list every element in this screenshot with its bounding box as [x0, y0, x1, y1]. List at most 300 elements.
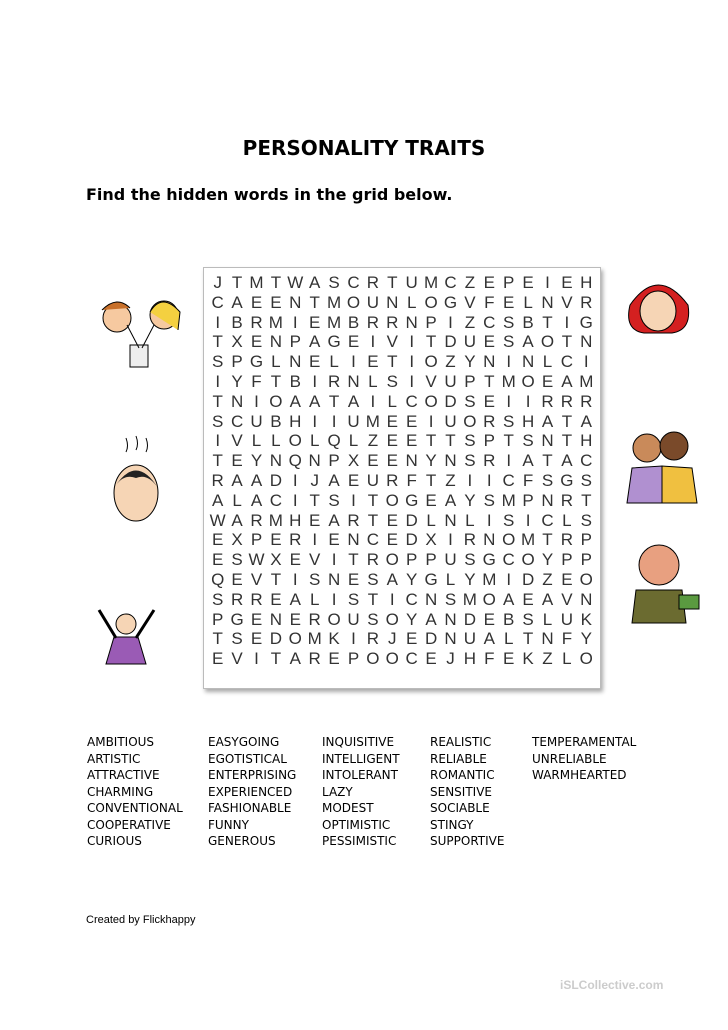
grid-letter: T	[328, 391, 340, 411]
grid-letter: R	[560, 490, 574, 510]
grid-letter: J	[446, 649, 455, 669]
grid-letter: O	[463, 411, 477, 431]
grid-letter: A	[231, 471, 243, 490]
grid-letter: U	[347, 411, 360, 431]
grid-letter: O	[346, 292, 361, 312]
grid-letter: S	[231, 629, 243, 649]
grid-letter: L	[348, 431, 359, 451]
grid-letter: P	[522, 490, 534, 510]
grid-letter: O	[366, 649, 380, 669]
grid-letter: R	[386, 471, 399, 490]
grid-letter: I	[525, 510, 531, 530]
grid-letter: T	[522, 629, 534, 649]
word-list-item: COOPERATIVE	[87, 817, 171, 832]
grid-letter: A	[425, 609, 437, 629]
grid-letter: M	[327, 312, 342, 332]
grid-letter: S	[503, 312, 515, 332]
grid-letter: C	[560, 352, 574, 372]
grid-letter: G	[482, 550, 496, 570]
grid-letter: P	[328, 451, 340, 471]
grid-letter: S	[522, 431, 534, 451]
word-list-item: WARMHEARTED	[532, 768, 627, 782]
grid-letter: P	[580, 530, 592, 550]
grid-letter: N	[444, 510, 457, 530]
word-list-column	[208, 734, 296, 850]
grid-letter: R	[230, 589, 244, 609]
grid-letter: A	[212, 490, 224, 510]
grid-letter: G	[424, 570, 438, 589]
grid-letter: K	[328, 629, 340, 649]
grid-letter: E	[503, 649, 515, 669]
cheering-grandma-illustration	[94, 602, 159, 672]
grid-letter: L	[368, 372, 378, 391]
grid-letter: J	[388, 629, 397, 649]
angry-man-illustration	[108, 433, 168, 528]
grid-letter: R	[483, 451, 496, 471]
grid-letter: N	[269, 332, 283, 352]
grid-letter: G	[405, 490, 419, 510]
word-list-item: OPTIMISTIC	[322, 817, 391, 832]
grid-letter: M	[365, 411, 380, 431]
grid-letter: G	[327, 332, 341, 352]
grid-letter: A	[522, 332, 534, 352]
grid-letter: I	[312, 372, 318, 391]
word-list-item: PESSIMISTIC	[322, 834, 397, 848]
grid-letter: O	[327, 609, 341, 629]
grid-letter: A	[309, 332, 321, 352]
greedy-man-with-money-illustration	[624, 535, 704, 625]
grid-letter: C	[230, 411, 244, 431]
grid-letter: I	[448, 530, 453, 550]
grid-letter: I	[467, 471, 473, 490]
grid-letter: A	[231, 510, 243, 530]
grid-letter: U	[444, 550, 457, 570]
grid-letter: N	[541, 490, 554, 510]
grid-letter: T	[270, 372, 282, 391]
grid-letter: I	[506, 570, 512, 589]
grid-letter: A	[444, 490, 457, 510]
grid-letter: O	[385, 550, 399, 570]
grid-letter: O	[424, 352, 438, 372]
grid-letter: R	[560, 530, 574, 550]
grid-letter: N	[444, 451, 457, 471]
grid-letter: V	[561, 589, 573, 609]
grid-letter: E	[425, 490, 437, 510]
word-list-item: REALISTIC	[430, 735, 492, 749]
grid-letter: S	[212, 411, 224, 431]
grid-letter: I	[409, 332, 415, 352]
grid-letter: O	[579, 570, 593, 589]
grid-letter: S	[328, 490, 340, 510]
grid-letter: S	[503, 332, 515, 352]
grid-letter: E	[309, 312, 321, 332]
grid-letter: N	[444, 629, 457, 649]
grid-letter: O	[540, 332, 555, 352]
grid-letter: E	[386, 530, 398, 550]
grid-letter: W	[209, 510, 226, 530]
grid-letter: T	[309, 490, 320, 510]
grid-letter: E	[522, 589, 534, 609]
grid-letter: I	[351, 352, 356, 372]
grid-letter: N	[521, 352, 535, 372]
grid-letter: V	[561, 292, 573, 312]
grid-letter: V	[425, 372, 437, 391]
grid-letter: W	[248, 550, 265, 570]
grid-letter: Y	[406, 570, 418, 589]
grid-letter: V	[231, 649, 243, 669]
grid-letter: D	[424, 629, 438, 649]
grid-letter: S	[580, 471, 592, 490]
grid-letter: T	[425, 332, 437, 352]
grid-letter: A	[309, 273, 321, 292]
grid-letter: M	[268, 510, 283, 530]
grid-letter: T	[542, 451, 553, 471]
grid-letter: I	[331, 589, 337, 609]
grid-letter: N	[308, 451, 321, 471]
grid-letter: I	[292, 490, 298, 510]
grid-letter: T	[561, 332, 573, 352]
grid-letter: L	[562, 510, 572, 530]
word-list-item: UNRELIABLE	[532, 751, 607, 766]
watermark: iSLCollective.com	[560, 978, 664, 992]
grid-letter: F	[484, 292, 495, 312]
grid-letter: H	[289, 510, 302, 530]
grid-letter: A	[347, 391, 360, 411]
grid-letter: N	[269, 451, 283, 471]
grid-letter: G	[579, 312, 593, 332]
grid-letter: H	[521, 411, 535, 431]
grid-letter: D	[444, 391, 457, 411]
grid-letter: P	[250, 530, 263, 550]
grid-letter: E	[386, 411, 398, 431]
grid-letter: I	[370, 332, 376, 352]
grid-letter: N	[580, 589, 593, 609]
grid-letter: S	[328, 273, 340, 292]
grid-letter: E	[386, 431, 398, 451]
grid-letter: B	[270, 411, 282, 431]
grid-letter: S	[464, 391, 476, 411]
grid-letter: S	[464, 451, 476, 471]
grid-letter: U	[444, 372, 457, 391]
grid-letter: C	[269, 490, 283, 510]
grid-letter: E	[347, 570, 360, 589]
grid-letter: I	[215, 312, 221, 332]
grid-letter: I	[254, 391, 259, 411]
grid-letter: T	[212, 629, 223, 649]
word-list-item: SOCIABLE	[430, 801, 490, 815]
grid-letter: C	[502, 471, 515, 490]
grid-letter: G	[249, 352, 264, 372]
grid-letter: T	[348, 550, 359, 570]
grid-letter: R	[308, 609, 321, 629]
grid-letter: V	[464, 292, 476, 312]
grid-letter: T	[425, 431, 437, 451]
grid-letter: L	[329, 352, 339, 372]
grid-letter: I	[215, 372, 221, 391]
grid-letter: S	[464, 550, 476, 570]
grid-letter: X	[425, 530, 437, 550]
grid-letter: R	[327, 372, 341, 391]
word-list-item: INTOLERANT	[322, 768, 398, 782]
grid-letter: E	[406, 629, 418, 649]
grid-letter: N	[424, 589, 438, 609]
grid-letter: L	[251, 431, 262, 451]
word-list-item: STINGY	[430, 817, 474, 832]
grid-letter: P	[289, 332, 301, 352]
grid-letter: A	[250, 490, 263, 510]
grid-letter: Z	[464, 273, 476, 292]
grid-letter: Z	[445, 352, 456, 372]
grid-letter: Z	[464, 312, 476, 332]
grid-letter: O	[424, 292, 438, 312]
grid-letter: L	[232, 490, 242, 510]
grid-letter: T	[212, 332, 223, 352]
grid-letter: E	[289, 550, 301, 570]
grid-letter: B	[522, 312, 534, 332]
grid-letter: Z	[542, 570, 553, 589]
grid-letter: N	[230, 391, 244, 411]
grid-letter: C	[211, 292, 224, 312]
grid-letter: A	[289, 391, 301, 411]
word-list-column	[532, 734, 636, 784]
grid-letter: A	[541, 589, 554, 609]
grid-letter: O	[269, 391, 283, 411]
grid-letter: S	[464, 431, 476, 451]
grid-letter: Y	[464, 570, 476, 589]
grid-letter: S	[580, 510, 592, 530]
word-list-item: GENEROUS	[208, 834, 276, 848]
grid-letter: S	[231, 550, 243, 570]
grid-letter: N	[405, 451, 418, 471]
grid-letter: E	[503, 292, 515, 312]
grid-letter: E	[270, 589, 282, 609]
grid-letter: U	[463, 629, 477, 649]
grid-letter: B	[289, 372, 301, 391]
grid-letter: C	[366, 530, 380, 550]
grid-letter: N	[269, 609, 283, 629]
grid-letter: A	[328, 510, 340, 530]
grid-letter: E	[347, 332, 360, 352]
grid-letter: S	[386, 372, 398, 391]
word-list-item: EGOTISTICAL	[208, 751, 287, 766]
grid-letter: E	[289, 609, 301, 629]
grid-letter: A	[231, 292, 243, 312]
grid-letter: Z	[367, 431, 379, 451]
grid-letter: T	[367, 510, 379, 530]
grid-letter: I	[351, 629, 356, 649]
grid-letter: P	[580, 550, 592, 570]
grid-letter: Y	[250, 451, 263, 471]
grid-letter: M	[307, 629, 322, 649]
grid-letter: R	[560, 391, 574, 411]
grid-letter: X	[231, 332, 243, 352]
grid-letter: I	[215, 431, 221, 451]
grid-letter: R	[250, 589, 263, 609]
grid-letter: I	[292, 471, 298, 490]
grid-letter: E	[406, 431, 418, 451]
grid-letter: Q	[288, 451, 302, 471]
grid-letter: E	[212, 530, 224, 550]
grid-letter: T	[561, 411, 573, 431]
grid-letter: U	[347, 609, 360, 629]
grid-letter: I	[292, 570, 298, 589]
grid-letter: T	[231, 273, 243, 292]
grid-letter: Y	[541, 550, 554, 570]
grid-letter: R	[366, 312, 380, 332]
grid-letter: A	[561, 372, 573, 391]
grid-letter: V	[250, 570, 263, 589]
couple-illustration	[622, 418, 700, 508]
grid-letter: R	[211, 471, 224, 490]
grid-letter: N	[541, 629, 554, 649]
grid-letter: P	[425, 550, 437, 570]
grid-letter: L	[309, 589, 320, 609]
grid-letter: E	[250, 609, 263, 629]
grid-letter: T	[503, 431, 514, 451]
grid-letter: V	[231, 431, 243, 451]
grid-letter: A	[250, 471, 263, 490]
grid-letter: X	[347, 451, 360, 471]
grid-letter: T	[581, 490, 592, 510]
grid-letter: Y	[231, 372, 243, 391]
grid-letter: C	[405, 589, 418, 609]
grid-letter: D	[405, 510, 418, 530]
grid-letter: E	[347, 471, 360, 490]
grid-letter: O	[502, 530, 516, 550]
grid-letter: T	[561, 431, 573, 451]
word-list-item: SENSITIVE	[430, 784, 492, 799]
grid-letter: I	[564, 312, 570, 332]
grid-letter: C	[580, 451, 593, 471]
grid-letter: E	[541, 372, 554, 391]
grid-letter: Z	[445, 471, 456, 490]
grid-letter: S	[212, 352, 224, 372]
grid-letter: S	[503, 411, 515, 431]
worried-woman-illustration	[622, 275, 694, 340]
word-list-item: ENTERPRISING	[208, 768, 297, 782]
grid-letter: Q	[327, 431, 341, 451]
grid-letter: I	[292, 312, 298, 332]
word-list-item: FASHIONABLE	[208, 801, 292, 815]
grid-letter: M	[579, 372, 594, 391]
grid-letter: D	[463, 609, 477, 629]
grid-letter: I	[448, 312, 453, 332]
grid-letter: P	[561, 550, 573, 570]
word-list-item: CONVENTIONAL	[87, 801, 183, 815]
grid-letter: U	[463, 332, 477, 352]
grid-letter: N	[327, 570, 341, 589]
grid-letter: T	[309, 292, 320, 312]
grid-letter: R	[308, 649, 321, 669]
grid-letter: O	[385, 649, 399, 669]
word-search-grid	[203, 267, 601, 689]
grid-letter: O	[288, 629, 302, 649]
grid-letter: I	[486, 510, 492, 530]
grid-letter: I	[506, 391, 512, 411]
grid-letter: G	[230, 609, 244, 629]
grid-letter: F	[251, 372, 262, 391]
grid-letter: S	[309, 570, 321, 589]
grid-letter: I	[409, 372, 415, 391]
grid-letter: E	[250, 629, 263, 649]
grid-letter: E	[483, 332, 495, 352]
word-list-item: LAZY	[322, 784, 353, 799]
grid-letter: P	[347, 649, 360, 669]
grid-letter: E	[250, 332, 263, 352]
grid-letter: T	[484, 372, 495, 391]
grid-letter: N	[289, 352, 302, 372]
grid-letter: P	[464, 372, 476, 391]
grid-letter: F	[561, 629, 573, 649]
word-list-item: INTELLIGENT	[322, 751, 400, 766]
grid-letter: L	[309, 431, 320, 451]
grid-letter: S	[503, 510, 515, 530]
grid-letter: Z	[542, 649, 553, 669]
grid-letter: E	[561, 570, 573, 589]
grid-letter: R	[580, 391, 593, 411]
grid-letter: M	[501, 372, 516, 391]
grid-letter: O	[482, 589, 496, 609]
grid-letter: U	[560, 609, 574, 629]
grid-letter: I	[428, 411, 434, 431]
grid-letter: L	[465, 510, 475, 530]
grid-letter: V	[309, 550, 321, 570]
grid-letter: M	[327, 292, 342, 312]
grid-letter: A	[328, 471, 340, 490]
grid-letter: R	[347, 510, 360, 530]
grid-letter: A	[289, 649, 301, 669]
grid-letter: N	[347, 372, 360, 391]
grid-letter: I	[409, 352, 415, 372]
grid-letter: E	[522, 273, 534, 292]
grid-letter: A	[541, 411, 554, 431]
grid-letter: C	[444, 273, 457, 292]
grid-letter: R	[483, 411, 496, 431]
grid-letter: D	[521, 570, 535, 589]
grid-letter: W	[287, 273, 304, 292]
grid-letter: H	[580, 273, 593, 292]
grid-letter: A	[522, 451, 534, 471]
instructions: Find the hidden words in the grid below.	[86, 185, 453, 204]
grid-letter: E	[231, 451, 243, 471]
grid-letter: I	[254, 649, 259, 669]
grid-letter: L	[542, 609, 553, 629]
grid-letter: C	[483, 312, 496, 332]
grid-letter: O	[385, 609, 399, 629]
grid-letter: A	[483, 629, 495, 649]
grid-letter: E	[231, 570, 243, 589]
grid-letter: E	[212, 649, 224, 669]
grid-letter: M	[249, 273, 264, 292]
word-list-item: EXPERIENCED	[208, 784, 293, 799]
grid-letter: E	[367, 451, 379, 471]
word-list-item: ROMANTIC	[430, 768, 495, 782]
grid-letter: D	[269, 471, 283, 490]
grid-letter: J	[310, 471, 319, 490]
grid-letter: I	[389, 589, 395, 609]
grid-letter: P	[231, 352, 243, 372]
grid-letter: L	[445, 570, 456, 589]
grid-letter: U	[405, 273, 418, 292]
word-list-item: MODEST	[322, 801, 374, 815]
grid-letter: N	[541, 431, 554, 451]
grid-letter: E	[270, 530, 282, 550]
grid-letter: A	[386, 570, 398, 589]
grid-letter: T	[212, 391, 223, 411]
grid-letter: L	[562, 649, 572, 669]
grid-letter: S	[212, 589, 224, 609]
grid-letter: L	[523, 292, 533, 312]
